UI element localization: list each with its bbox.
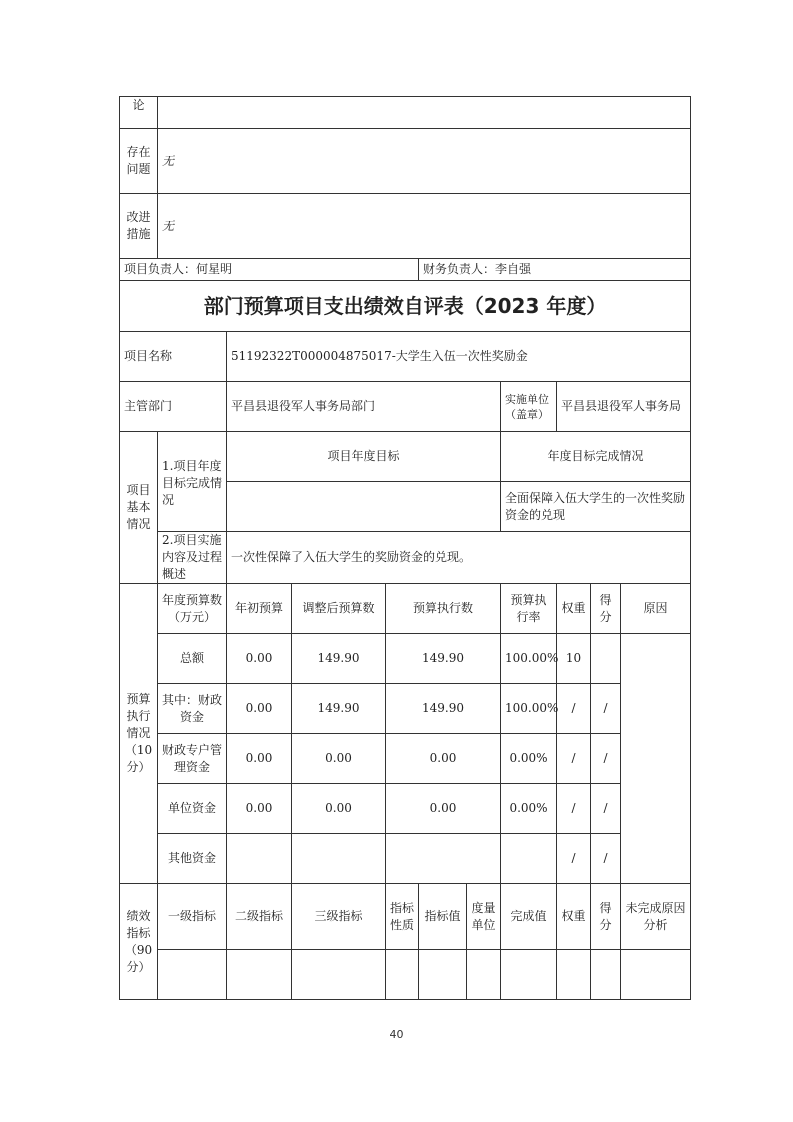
- budget-row-adjusted: 0.00: [292, 784, 386, 834]
- indicator-header-unit: 度量单位: [467, 884, 501, 950]
- indicator-cell: [467, 950, 501, 1000]
- indicator-cell: [557, 950, 591, 1000]
- finance-lead: 财务负责人：李自强: [419, 259, 691, 281]
- indicator-section-label: 绩效指标（90分）: [120, 884, 158, 1000]
- budget-row-name: 单位资金: [158, 784, 227, 834]
- budget-row-executed: 0.00: [386, 784, 501, 834]
- indicator-header-nature: 指标性质: [386, 884, 419, 950]
- budget-row-weight: /: [557, 784, 591, 834]
- budget-row-name: 财政专户管理资金: [158, 734, 227, 784]
- indicator-cell: [419, 950, 467, 1000]
- budget-row-rate: 0.00%: [501, 734, 557, 784]
- budget-section-label: 预算执行情况（10分）: [120, 584, 158, 884]
- budget-row-weight: /: [557, 684, 591, 734]
- project-name-label: 项目名称: [120, 332, 227, 382]
- impl-row: [120, 532, 691, 584]
- budget-header-initial: 年初预算: [227, 584, 292, 634]
- budget-row: [120, 684, 691, 734]
- impl-unit-label: 实施单位（盖章）: [501, 382, 557, 432]
- goal-value: [227, 482, 501, 532]
- basic-info-label: 项目基本情况: [120, 432, 158, 584]
- indicator-header-value: 指标值: [419, 884, 467, 950]
- budget-header-name: 年度预算数（万元）: [158, 584, 227, 634]
- budget-header-adjusted: 调整后预算数: [292, 584, 386, 634]
- budget-row-executed: 0.00: [386, 734, 501, 784]
- goal-header-row: [120, 432, 691, 482]
- department-label: 主管部门: [120, 382, 227, 432]
- form-title: 部门预算项目支出绩效自评表（2023 年度）: [120, 281, 691, 332]
- completion-value: 全面保障入伍大学生的一次性奖励资金的兑现: [501, 482, 691, 532]
- budget-row: [120, 634, 691, 684]
- improvements-label: 改进措施: [120, 194, 158, 259]
- project-lead: 项目负责人：何星明: [120, 259, 419, 281]
- budget-row-name: 其中：财政资金: [158, 684, 227, 734]
- title-row: [120, 281, 691, 332]
- budget-row-score: [591, 634, 621, 684]
- budget-row-executed: 149.90: [386, 684, 501, 734]
- budget-header-weight: 权重: [557, 584, 591, 634]
- budget-row-score: /: [591, 834, 621, 884]
- budget-row-score: /: [591, 784, 621, 834]
- goal-header: 项目年度目标: [227, 432, 501, 482]
- indicator-header-score: 得分: [591, 884, 621, 950]
- budget-row-initial: 0.00: [227, 634, 292, 684]
- indicator-cell: [292, 950, 386, 1000]
- budget-row-rate: 0.00%: [501, 784, 557, 834]
- goal-label: 1.项目年度目标完成情况: [158, 432, 227, 532]
- budget-row: [120, 784, 691, 834]
- responsible-row: [120, 259, 691, 281]
- indicator-cell: [591, 950, 621, 1000]
- indicator-cell: [621, 950, 691, 1000]
- budget-header-score: 得分: [591, 584, 621, 634]
- problems-value: 无: [158, 129, 691, 194]
- indicator-cell: [501, 950, 557, 1000]
- budget-row-rate: 100.00%: [501, 684, 557, 734]
- improvements-row: [120, 194, 691, 259]
- budget-row-adjusted: [292, 834, 386, 884]
- problems-row: [120, 129, 691, 194]
- budget-header-reason: 原因: [621, 584, 691, 634]
- budget-row-initial: [227, 834, 292, 884]
- page-number: 40: [389, 1028, 404, 1041]
- budget-row-executed: [386, 834, 501, 884]
- budget-row-adjusted: 149.90: [292, 684, 386, 734]
- indicator-header-level1: 一级指标: [158, 884, 227, 950]
- budget-row-score: /: [591, 684, 621, 734]
- form-table: [119, 96, 691, 1000]
- budget-row-initial: 0.00: [227, 684, 292, 734]
- budget-row-weight: 10: [557, 634, 591, 684]
- budget-row: [120, 734, 691, 784]
- budget-header-rate: 预算执行率: [501, 584, 557, 634]
- budget-row-initial: 0.00: [227, 784, 292, 834]
- problems-label: 存在问题: [120, 129, 158, 194]
- indicator-header-completed: 完成值: [501, 884, 557, 950]
- conclusion-value: [158, 97, 691, 129]
- budget-reason: [621, 634, 691, 884]
- indicator-empty-row: [120, 950, 691, 1000]
- budget-row-name: 总额: [158, 634, 227, 684]
- indicator-cell: [227, 950, 292, 1000]
- budget-row-weight: /: [557, 834, 591, 884]
- indicator-header-level3: 三级指标: [292, 884, 386, 950]
- budget-row-rate: 100.00%: [501, 634, 557, 684]
- project-name-value: 51192322T000004875017-大学生入伍一次性奖励金: [227, 332, 691, 382]
- budget-row-adjusted: 149.90: [292, 634, 386, 684]
- improvements-value: 无: [158, 194, 691, 259]
- indicator-cell: [386, 950, 419, 1000]
- budget-row-rate: [501, 834, 557, 884]
- evaluation-form: [119, 96, 690, 1000]
- budget-row-initial: 0.00: [227, 734, 292, 784]
- impl-value: 一次性保障了入伍大学生的奖励资金的兑现。: [227, 532, 691, 584]
- indicator-cell: [158, 950, 227, 1000]
- budget-header-row: [120, 584, 691, 634]
- department-value: 平昌县退役军人事务局部门: [227, 382, 501, 432]
- department-row: [120, 382, 691, 432]
- completion-header: 年度目标完成情况: [501, 432, 691, 482]
- impl-label: 2.项目实施内容及过程概述: [158, 532, 227, 584]
- indicator-header-row: [120, 884, 691, 950]
- project-name-row: [120, 332, 691, 382]
- conclusion-label: 论: [120, 97, 158, 129]
- indicator-header-weight: 权重: [557, 884, 591, 950]
- conclusion-row: [120, 97, 691, 129]
- impl-unit-value: 平昌县退役军人事务局: [557, 382, 691, 432]
- budget-row-executed: 149.90: [386, 634, 501, 684]
- indicator-header-level2: 二级指标: [227, 884, 292, 950]
- budget-row: [120, 834, 691, 884]
- indicator-header-reason: 未完成原因分析: [621, 884, 691, 950]
- budget-row-adjusted: 0.00: [292, 734, 386, 784]
- budget-row-weight: /: [557, 734, 591, 784]
- budget-row-score: /: [591, 734, 621, 784]
- budget-header-executed: 预算执行数: [386, 584, 501, 634]
- budget-row-name: 其他资金: [158, 834, 227, 884]
